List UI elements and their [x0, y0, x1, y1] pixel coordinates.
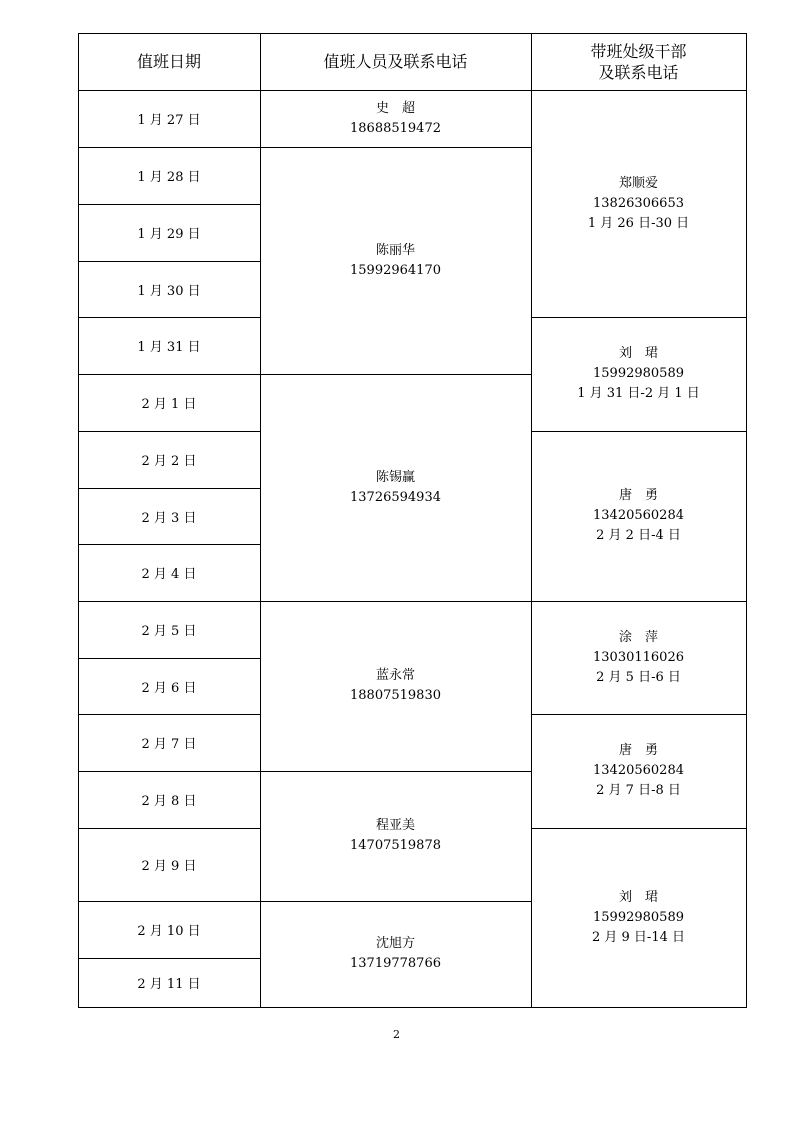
- date-text: 2 月 10 日: [137, 924, 201, 939]
- date-cell: [78, 261, 260, 317]
- date-text: 2 月 4 日: [141, 567, 197, 582]
- staff-phone: 13719778766: [350, 956, 441, 971]
- leader-phone: 15992980589: [593, 366, 684, 381]
- date-cell: [78, 147, 260, 204]
- date-cell: [78, 488, 260, 544]
- date-text: 2 月 8 日: [141, 794, 197, 809]
- leader-cell: [531, 601, 746, 714]
- date-text: 2 月 3 日: [141, 510, 197, 526]
- date-cell: [78, 374, 260, 431]
- leader-name: 唐 勇: [618, 488, 658, 503]
- date-cell: [78, 901, 260, 958]
- date-text: 2 月 1 日: [141, 397, 197, 412]
- leader-range: 2 月 2 日-4 日: [596, 528, 681, 543]
- staff-cell: [260, 601, 531, 771]
- staff-cell: [260, 771, 531, 901]
- table-border-right: [746, 33, 747, 1008]
- date-cell: [78, 204, 260, 261]
- staff-phone: 14707519878: [350, 838, 441, 853]
- staff-name: 陈锡赢: [375, 469, 415, 485]
- date-text: 2 月 2 日: [141, 454, 197, 469]
- leader-phone: 13030116026: [593, 649, 684, 665]
- leader-name: 刘 珺: [618, 889, 658, 905]
- date-text: 2 月 5 日: [141, 624, 197, 639]
- date-text: 1 月 30 日: [137, 283, 201, 299]
- staff-cell: [260, 90, 531, 147]
- date-cell: [78, 828, 260, 901]
- leader-name: 郑顺爱: [618, 175, 658, 191]
- leader-cell: [531, 317, 746, 431]
- date-text: 1 月 31 日: [137, 340, 201, 355]
- leader-phone: 13826306653: [593, 195, 684, 211]
- leader-phone: 15992980589: [593, 909, 684, 925]
- header-leader: [531, 33, 746, 90]
- date-text: 1 月 28 日: [137, 170, 201, 185]
- staff-phone: 15992964170: [350, 262, 441, 278]
- leader-name: 刘 珺: [618, 346, 658, 361]
- leader-range: 2 月 5 日-6 日: [596, 669, 681, 685]
- leader-range: 2 月 7 日-8 日: [596, 783, 681, 798]
- staff-name: 程亚美: [375, 818, 415, 833]
- leader-cell: [531, 714, 746, 828]
- staff-name: 史 超: [375, 100, 415, 116]
- date-cell: [78, 431, 260, 488]
- header-date-label: 值班日期: [136, 52, 201, 71]
- header-staff-label: 值班人员及联系电话: [323, 52, 468, 71]
- staff-cell: [260, 374, 531, 601]
- leader-range: 1 月 31 日-2 月 1 日: [577, 386, 700, 401]
- leader-cell: [531, 828, 746, 1007]
- staff-phone: 18688519472: [350, 120, 441, 136]
- date-text: 1 月 29 日: [137, 227, 201, 242]
- leader-range: 2 月 9 日-14 日: [591, 929, 685, 945]
- leader-name: 涂 萍: [618, 629, 658, 645]
- date-cell: [78, 601, 260, 658]
- staff-cell: [260, 147, 531, 374]
- date-text: 2 月 6 日: [141, 680, 197, 696]
- page-number: 2: [393, 1028, 400, 1041]
- date-text: 2 月 7 日: [141, 737, 197, 752]
- header-leader-line2: 及联系电话: [598, 62, 679, 82]
- date-cell: [78, 544, 260, 601]
- date-cell: [78, 90, 260, 147]
- header-leader-line1: 带班处级干部: [590, 41, 687, 61]
- staff-phone: 18807519830: [350, 688, 441, 703]
- date-cell: [78, 658, 260, 714]
- date-text: 2 月 11 日: [137, 977, 201, 992]
- leader-phone: 13420560284: [593, 508, 684, 523]
- header-date: [78, 33, 260, 90]
- header-staff: [260, 33, 531, 90]
- date-text: 2 月 9 日: [141, 859, 197, 874]
- date-text: 1 月 27 日: [137, 113, 201, 128]
- leader-cell: [531, 431, 746, 601]
- date-cell: [78, 771, 260, 828]
- date-cell: [78, 714, 260, 771]
- leader-phone: 13420560284: [593, 763, 684, 778]
- staff-cell: [260, 901, 531, 1007]
- staff-name: 沈旭方: [375, 936, 415, 951]
- date-cell: [78, 317, 260, 374]
- date-cell: [78, 958, 260, 1007]
- leader-range: 1 月 26 日-30 日: [587, 215, 690, 231]
- staff-phone: 13726594934: [350, 489, 441, 505]
- leader-name: 唐 勇: [618, 743, 658, 758]
- table-border-bottom: [78, 1007, 747, 1008]
- leader-cell: [531, 90, 746, 317]
- staff-name: 蓝永常: [375, 668, 415, 683]
- staff-name: 陈丽华: [375, 242, 415, 258]
